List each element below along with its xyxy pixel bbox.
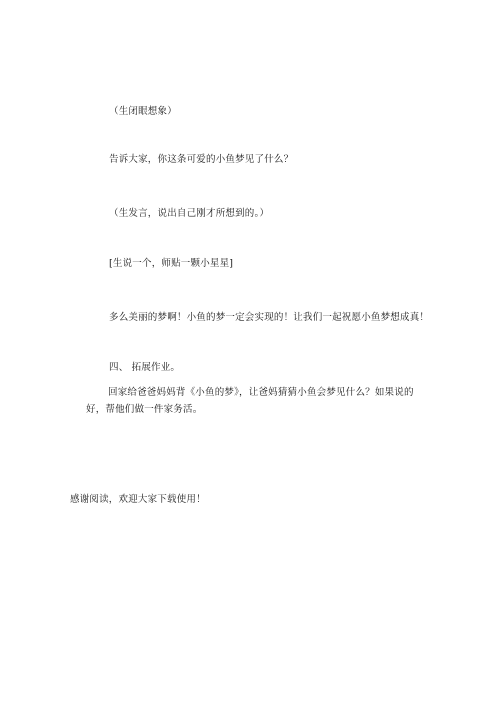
text-line-5: 多么美丽的梦啊！小鱼的梦一定会实现的！让我们一起祝愿小鱼梦想成真！ xyxy=(109,312,430,323)
closing-line: 感谢阅读，欢迎大家下载使用！ xyxy=(70,494,206,505)
text-line-3: （生发言，说出自己刚才所想到的。） xyxy=(109,208,270,219)
homework-paragraph: 回家给爸爸妈妈背《小鱼的梦》，让爸妈猜猜小鱼会梦见什么？如果说的好，帮他们做一件家务活。 xyxy=(86,387,414,415)
text-line-1: （生闭眼想象） xyxy=(109,106,177,117)
text-line-2: 告诉大家，你这条可爱的小鱼梦见了什么？ xyxy=(109,154,294,165)
section-heading: 四、 拓展作业。 xyxy=(109,362,181,373)
text-line-4: [生说一个，师贴一颗小星星] xyxy=(109,258,234,269)
